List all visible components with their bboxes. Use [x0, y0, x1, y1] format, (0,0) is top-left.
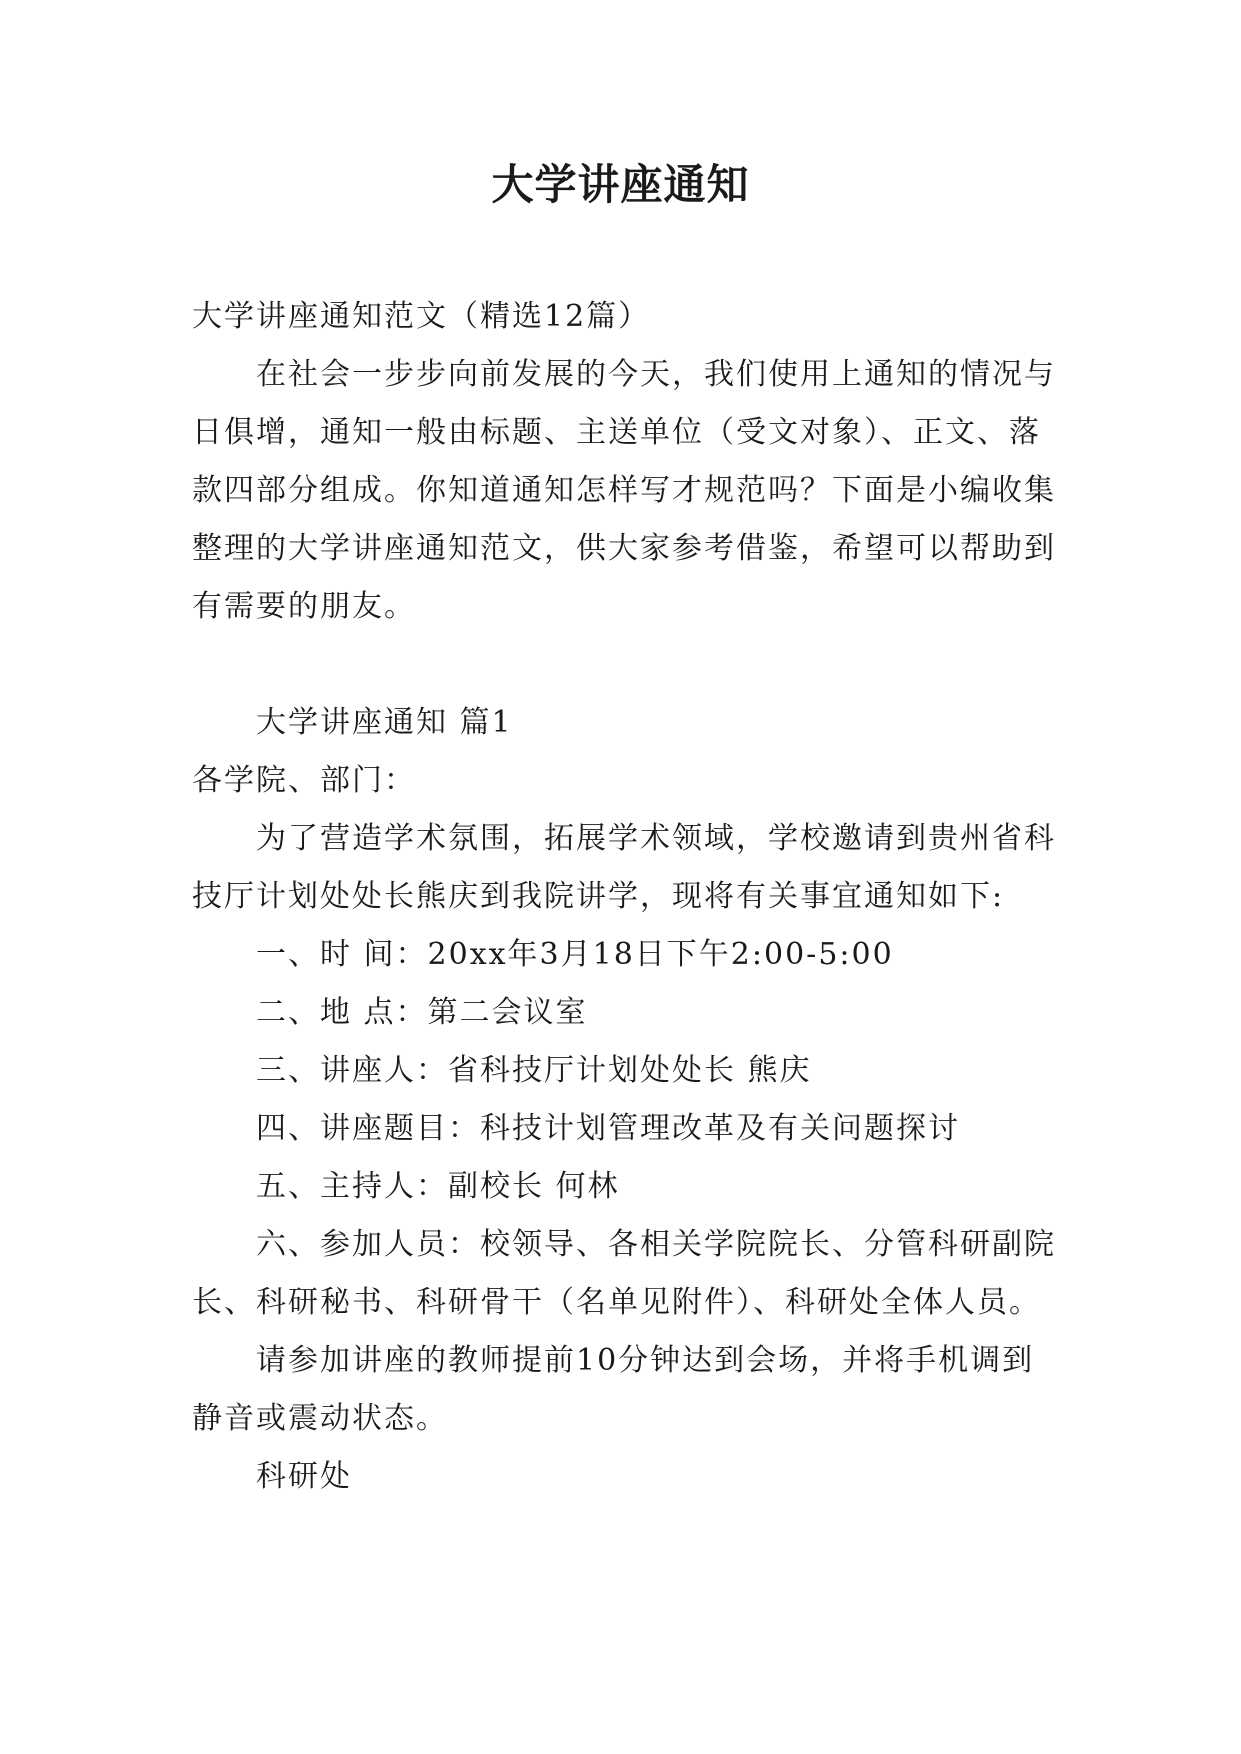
- subtitle: 大学讲座通知范文（精选12篇）: [192, 299, 651, 334]
- item-speaker: 三、讲座人：省科技厅计划处处长 熊庆: [256, 1053, 812, 1088]
- item-topic: 四、讲座题目：科技计划管理改革及有关问题探讨: [256, 1111, 960, 1146]
- item-location: 二、地 点：第二会议室: [256, 995, 588, 1030]
- signature: 科研处: [256, 1459, 352, 1494]
- document-title: 大学讲座通知: [491, 160, 750, 209]
- salutation: 各学院、部门：: [192, 763, 416, 798]
- intro-paragraph: 在社会一步步向前发展的今天，我们使用上通知的情况与日俱增，通知一般由标题、主送单位（受文对象）、正文、落款四部分组成。你知道通知怎样写才规范吗？下面是小编收集整理的大学讲座通知范文，供大家参考借鉴，希望可以帮助到有需要的朋友。: [192, 357, 1056, 624]
- document-body: [192, 288, 1062, 1506]
- item-attendees: 六、参加人员：校领导、各相关学院院长、分管科研副院长、科研秘书、科研骨干（名单见附件）、科研处全体人员。: [192, 1227, 1056, 1320]
- opening-paragraph: 为了营造学术氛围，拓展学术领域，学校邀请到贵州省科技厅计划处处长熊庆到我院讲学，现将有关事宜通知如下:: [192, 821, 1056, 914]
- item-host: 五、主持人：副校长 何林: [256, 1169, 620, 1204]
- paragraph-gap: [192, 636, 1062, 694]
- item-time: 一、时 间：20xx年3月18日下午2:00-5:00: [256, 937, 894, 972]
- reminder-paragraph: 请参加讲座的教师提前10分钟达到会场，并将手机调到静音或震动状态。: [192, 1343, 1035, 1436]
- section-heading: 大学讲座通知 篇1: [256, 705, 513, 740]
